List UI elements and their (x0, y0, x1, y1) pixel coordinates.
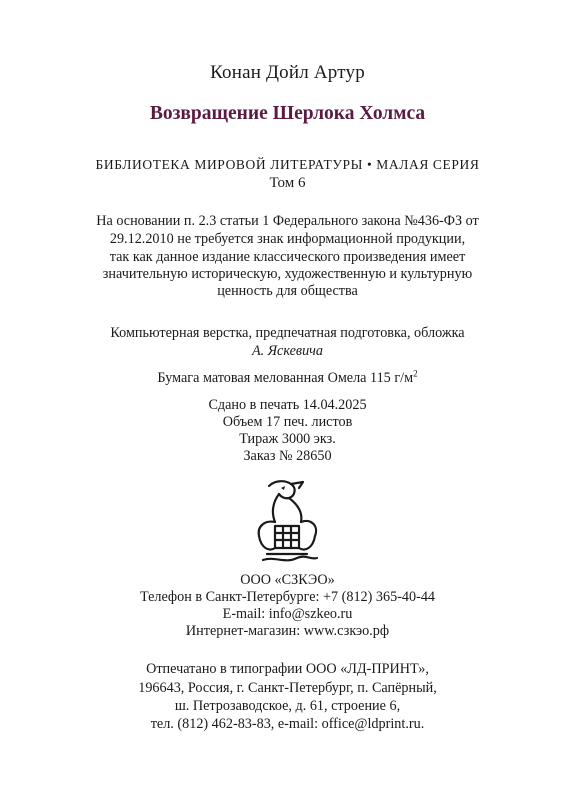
volume-number: Том 6 (269, 175, 306, 191)
print-info-line: Объем 17 печ. листов (222, 414, 353, 430)
legal-notice-line: ценность для общества (217, 283, 358, 299)
book-author: Конан Дойл Артур (210, 62, 365, 83)
print-info-line: Заказ № 28650 (243, 448, 332, 464)
publisher-phone: Телефон в Санкт-Петербурге: +7 (812) 365-40-44 (139, 589, 436, 605)
legal-notice-line: значительную историческую, художественную и культурную (102, 266, 473, 282)
printer-line: ш. Петрозаводское, д. 61, строение 6, (174, 698, 401, 714)
publisher-name: ООО «СЗКЭО» (240, 572, 335, 588)
dragon-logo-icon (245, 478, 329, 566)
credits-person: А. Яскевича (251, 343, 324, 359)
legal-notice-line: 29.12.2010 не требуется знак информационной продукции, (109, 231, 466, 247)
publisher-shop: Интернет-магазин: www.сзкэо.рф (185, 623, 390, 639)
paper-info (0, 370, 575, 387)
print-info-line: Сдано в печать 14.04.2025 (208, 397, 367, 413)
printer-line: 196643, Россия, г. Санкт-Петербург, п. Сапёрный, (138, 680, 437, 696)
book-title: Возвращение Шерлока Холмса (149, 103, 426, 124)
paper-superscript: 2 (413, 368, 418, 379)
series-name: БИБЛИОТЕКА МИРОВОЙ ЛИТЕРАТУРЫ • МАЛАЯ СЕРИЯ (95, 157, 480, 172)
printer-line: Отпечатано в типографии ООО «ЛД-ПРИНТ», (146, 661, 429, 677)
credits-role: Компьютерная верстка, предпечатная подготовка, обложка (110, 325, 465, 341)
legal-notice-line: так как данное издание классического произведения имеет (109, 249, 466, 265)
paper-text: Бумага матовая мелованная Омела 115 г/м (157, 370, 414, 386)
printer-line: тел. (812) 462-83-83, e-mail: office@ldprint.ru. (150, 716, 425, 732)
legal-notice-line: На основании п. 2.3 статьи 1 Федерального закона №436-ФЗ от (96, 213, 479, 229)
print-info-line: Тираж 3000 экз. (239, 431, 336, 447)
publisher-email: E-mail: info@szkeo.ru (222, 606, 353, 622)
